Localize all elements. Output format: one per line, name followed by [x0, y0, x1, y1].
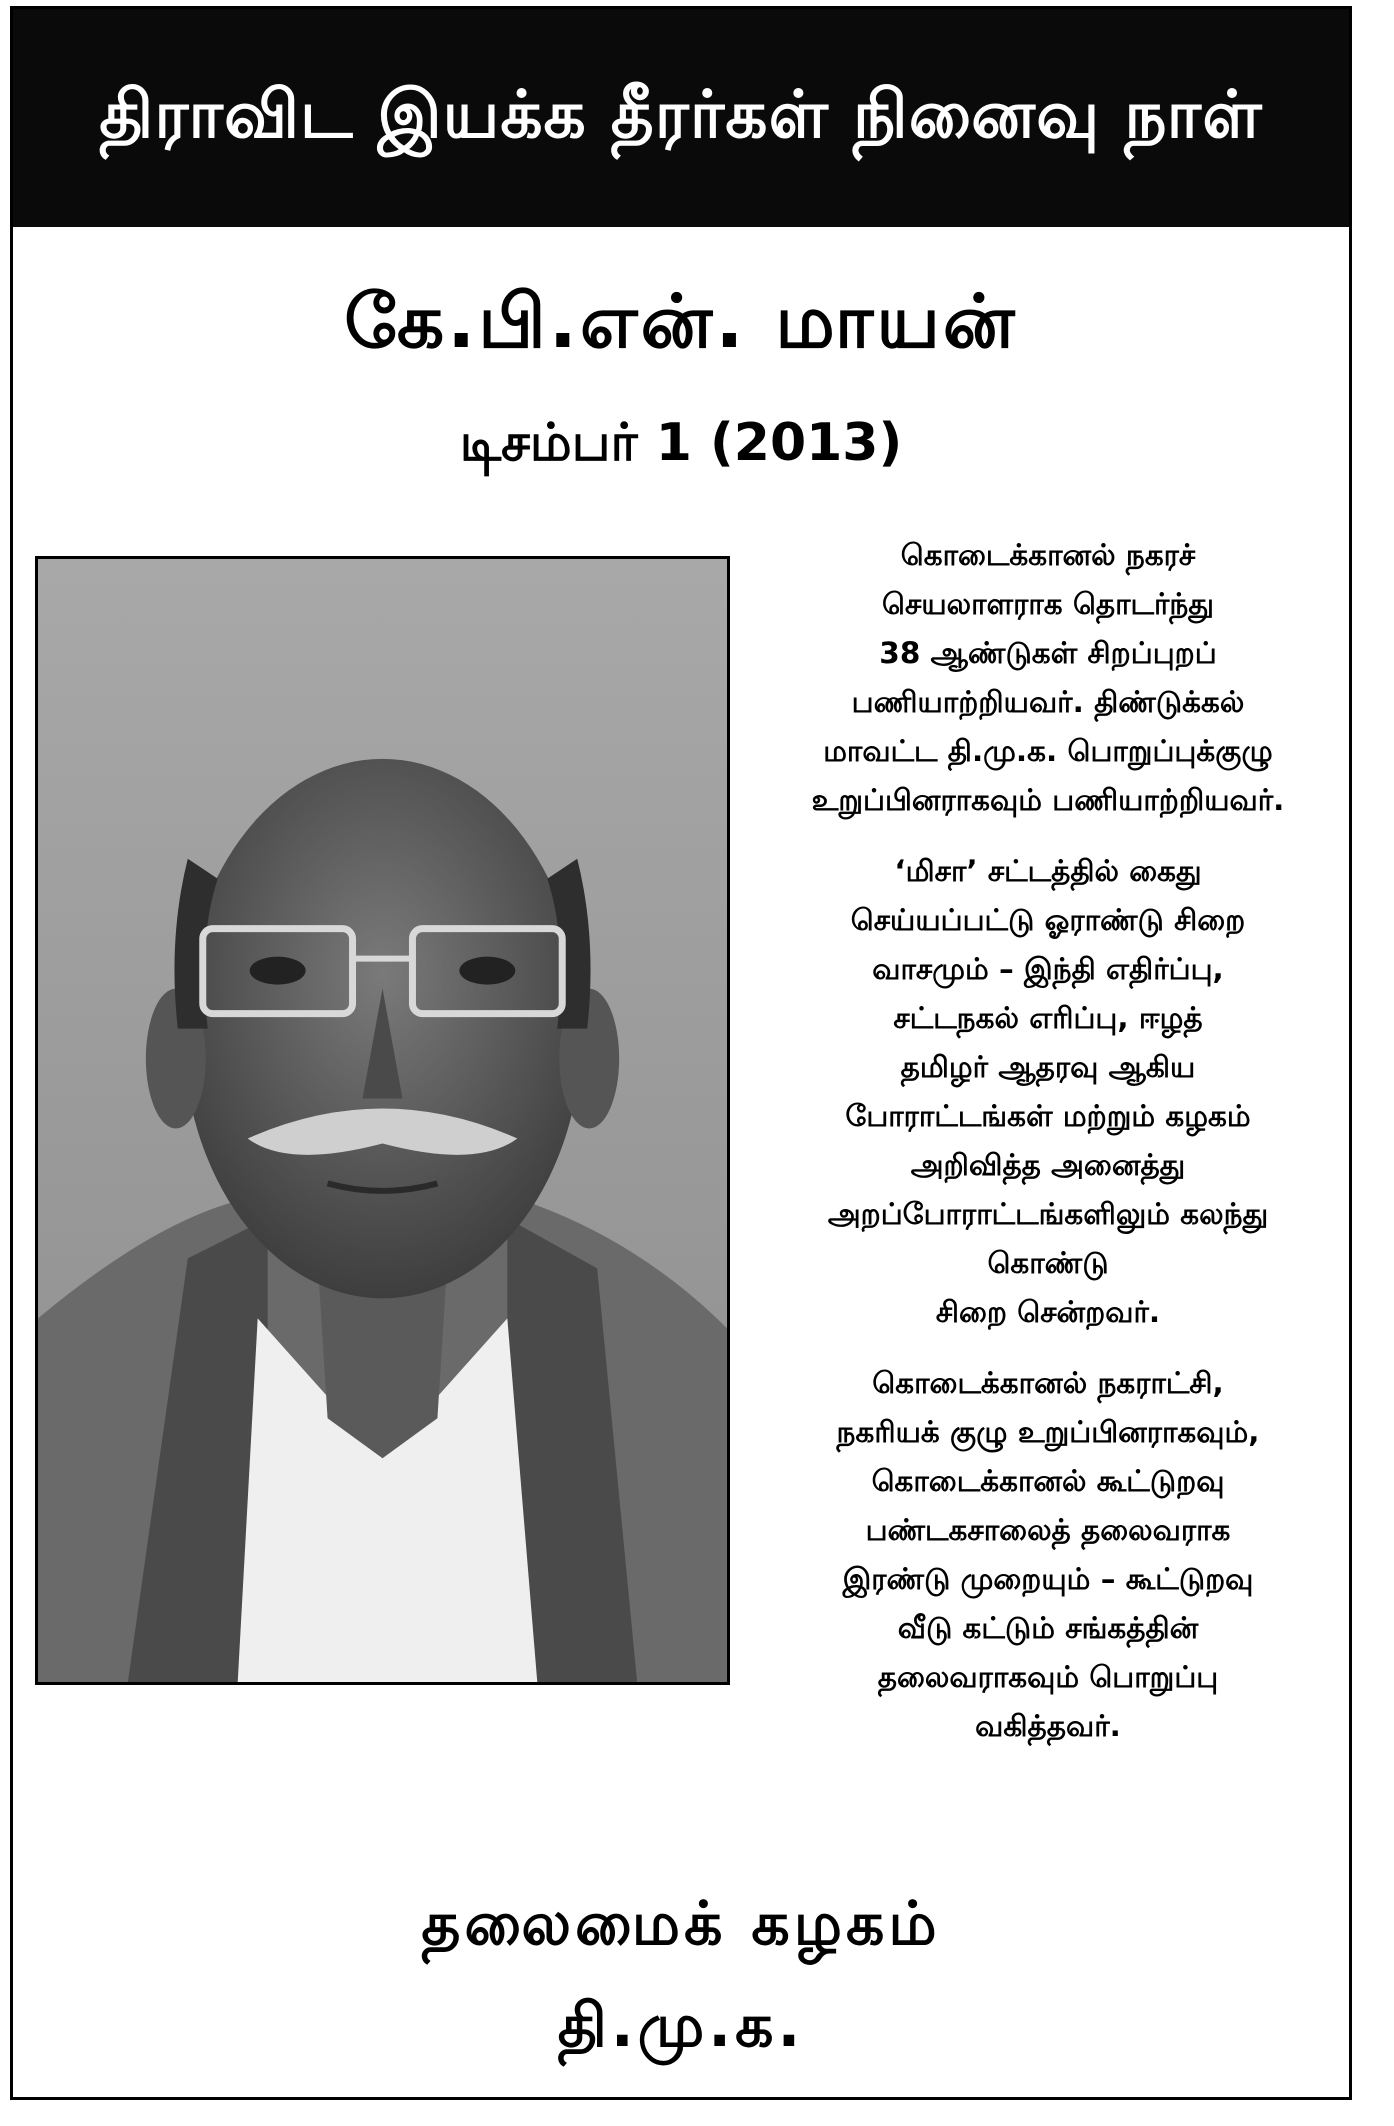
biography [748, 531, 1348, 1773]
portrait-photo [35, 556, 730, 1685]
bio-paragraph: கொடைக்கானல் நகராட்சி, நகரியக் குழு உறுப்பினராகவும், கொடைக்கானல் கூட்டுறவு பண்டகசாலைத் தலைவராக இரண்டு முறையும் – கூட்டுறவு வீடு கட்டும் சங்கத்தின் தலைவராகவும் பொறுப்பு வகித்தவர். [836, 1366, 1260, 1743]
bio-paragraph: ‘மிசா’ சட்டத்தில் கைது செய்யப்பட்டு ஓராண்டு சிறை வாசமும் – இந்தி எதிர்ப்பு, சட்டநகல் எரிப்பு, ஈழத் தமிழர் ஆதரவு ஆகிய போராட்டங்கள் மற்றும் கழகம் அறிவித்த அனைத்து அறப்போராட்டங்களிலும் கலந்து கொண்டு சிறை சென்றவர். [827, 854, 1269, 1329]
footer-organization: தலைமைக் கழகம் [421, 1889, 941, 1959]
memorial-date: டிசம்பர் 1 (2013) [459, 413, 903, 473]
footer-party: தி.மு.க. [557, 1991, 805, 2061]
memorial-notice [10, 6, 1352, 2100]
portrait-image [38, 559, 727, 1682]
banner-title: திராவிட இயக்க தீரர்கள் நினைவு நாள் [13, 9, 1349, 227]
person-name: கே.பி.என். மாயன் [344, 279, 1018, 365]
bio-paragraph: கொடைக்கானல் நகரச் செயலாளராக தொடர்ந்து 38 ஆண்டுகள் சிறப்புறப் பணியாற்றியவர். திண்டுக்கல் மாவட்ட தி.மு.க. பொறுப்புக்குழு உறுப்பினராகவும் பணியாற்றியவர். [811, 538, 1285, 817]
